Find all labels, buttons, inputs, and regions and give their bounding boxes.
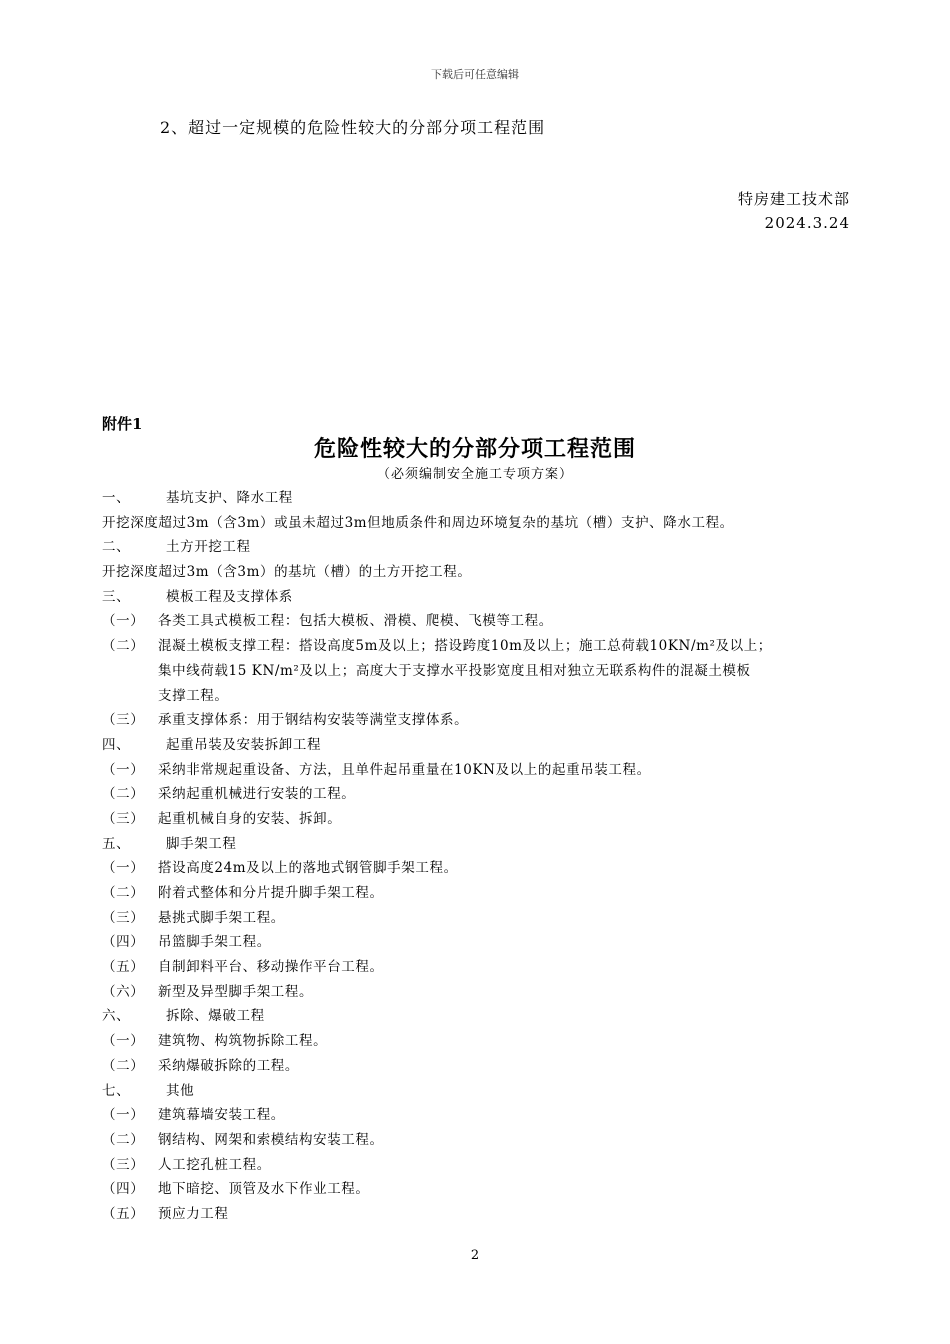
page-number: 2 <box>470 1248 480 1263</box>
item-number: （二） <box>102 1057 145 1074</box>
item-text: 建筑幕墙安装工程。 <box>158 1107 285 1124</box>
document-title: 危险性较大的分部分项工程范围 <box>313 436 636 462</box>
section-heading <box>102 486 862 511</box>
item-text: 支撑工程。 <box>158 687 229 704</box>
list-item <box>102 708 862 733</box>
item-text: 新型及异型脚手架工程。 <box>158 983 314 1000</box>
list-item-continuation <box>102 659 862 684</box>
item-text: 混凝土模板支撑工程：搭设高度5m及以上；搭设跨度10m及以上；施工总荷载10KN/m²及以上； <box>158 638 772 655</box>
signature-department: 特房建工技术部 <box>737 190 850 208</box>
item-text: 自制卸料平台、移动操作平台工程。 <box>158 959 384 976</box>
item-number: （二） <box>102 885 145 901</box>
list-item <box>102 980 862 1005</box>
list-item <box>102 1177 862 1202</box>
list-item <box>102 782 862 807</box>
item-number: （三） <box>102 1156 145 1173</box>
section-title: 基坑支护、降水工程 <box>166 490 293 506</box>
item-text: 起重机械自身的安装、拆卸。 <box>158 810 342 827</box>
item-text: 预应力工程 <box>158 1205 229 1222</box>
document-subtitle: （必须编制安全施工专项方案） <box>376 467 573 482</box>
list-item <box>102 1153 862 1178</box>
item-text: 吊篮脚手架工程。 <box>158 934 271 951</box>
signature-date: 2024.3.24 <box>764 214 850 232</box>
item-text: 各类工具式模板工程：包括大模板、滑模、爬模、飞模等工程。 <box>158 613 553 630</box>
section-number: 七、 <box>102 1082 131 1099</box>
section-heading <box>102 1004 862 1029</box>
item-number: （三） <box>102 810 145 827</box>
item-number: （二） <box>102 786 145 803</box>
list-item <box>102 1202 862 1227</box>
item-text: 采纳起重机械进行安装的工程。 <box>158 786 356 803</box>
list-item <box>102 856 862 881</box>
attachment-label: 附件1 <box>102 415 143 433</box>
section-title: 土方开挖工程 <box>166 539 251 556</box>
list-item <box>102 906 862 931</box>
item-text: 集中线荷载15 KN/m²及以上；高度大于支撑水平投影宽度且相对独立无联系构件的混凝土模板 <box>158 662 751 679</box>
list-item <box>102 609 862 634</box>
section-title: 其他 <box>166 1082 195 1099</box>
item-number: （一） <box>102 761 145 778</box>
item-text: 钢结构、网架和索模结构安装工程。 <box>158 1131 384 1148</box>
item-number: （四） <box>102 1181 145 1198</box>
item-number: （五） <box>102 959 145 976</box>
item-text: 人工挖孔桩工程。 <box>158 1156 271 1173</box>
section-paragraph: 开挖深度超过3m（含3m）或虽未超过3m但地质条件和周边环境复杂的基坑（槽）支护、降水工程。 <box>102 514 734 531</box>
section-heading <box>102 733 862 758</box>
item-number: （二） <box>102 638 145 655</box>
sections-list <box>102 486 862 1227</box>
section-title: 脚手架工程 <box>166 835 237 852</box>
item-text: 附着式整体和分片提升脚手架工程。 <box>158 885 384 901</box>
list-item <box>102 807 862 832</box>
item-text: 悬挑式脚手架工程。 <box>158 909 285 926</box>
section-number: 二、 <box>102 539 131 556</box>
list-item <box>102 881 862 906</box>
item-text: 承重支撑体系：用于钢结构安装等满堂支撑体系。 <box>158 712 469 729</box>
item-number: （六） <box>102 983 145 1000</box>
item-number: （一） <box>102 1107 145 1124</box>
list-item <box>102 758 862 783</box>
item-text: 搭设高度24m及以上的落地式钢管脚手架工程。 <box>158 860 458 877</box>
section-paragraph: 开挖深度超过3m（含3m）的基坑（槽）的土方开挖工程。 <box>102 564 472 581</box>
section-title: 起重吊装及安装拆卸工程 <box>166 736 322 753</box>
section-heading <box>102 585 862 610</box>
item-text: 地下暗挖、顶管及水下作业工程。 <box>158 1181 370 1198</box>
list-item <box>102 1054 862 1079</box>
item-text: 建筑物、构筑物拆除工程。 <box>158 1033 328 1050</box>
list-item <box>102 1029 862 1054</box>
section-number: 四、 <box>102 736 131 753</box>
item-text: 采纳非常规起重设备、方法，且单件起吊重量在10KN及以上的起重吊装工程。 <box>158 761 651 778</box>
list-item <box>102 955 862 980</box>
section-heading <box>102 1079 862 1104</box>
section-number: 三、 <box>102 588 131 605</box>
section-number: 五、 <box>102 835 131 852</box>
item-number: （三） <box>102 712 145 729</box>
item-number: （二） <box>102 1131 145 1148</box>
section-title: 模板工程及支撑体系 <box>166 588 293 605</box>
item-number: （四） <box>102 934 145 951</box>
section-heading <box>102 832 862 857</box>
section-title: 拆除、爆破工程 <box>166 1008 265 1025</box>
item-number: （一） <box>102 860 145 877</box>
list-item <box>102 1103 862 1128</box>
list-item-continuation <box>102 684 862 709</box>
section-number: 六、 <box>102 1008 131 1025</box>
item-number: （一） <box>102 613 145 630</box>
item-number: （三） <box>102 909 145 926</box>
top-line-text: 2、超过一定规模的危险性较大的分部分项工程范围 <box>160 118 546 137</box>
list-item <box>102 1128 862 1153</box>
list-item <box>102 930 862 955</box>
page-header-note: 下载后可任意编辑 <box>431 68 519 81</box>
item-number: （一） <box>102 1033 145 1050</box>
section-number: 一、 <box>102 490 131 506</box>
list-item <box>102 634 862 659</box>
section-heading <box>102 535 862 560</box>
item-number: （五） <box>102 1205 145 1222</box>
item-text: 采纳爆破拆除的工程。 <box>158 1057 299 1074</box>
